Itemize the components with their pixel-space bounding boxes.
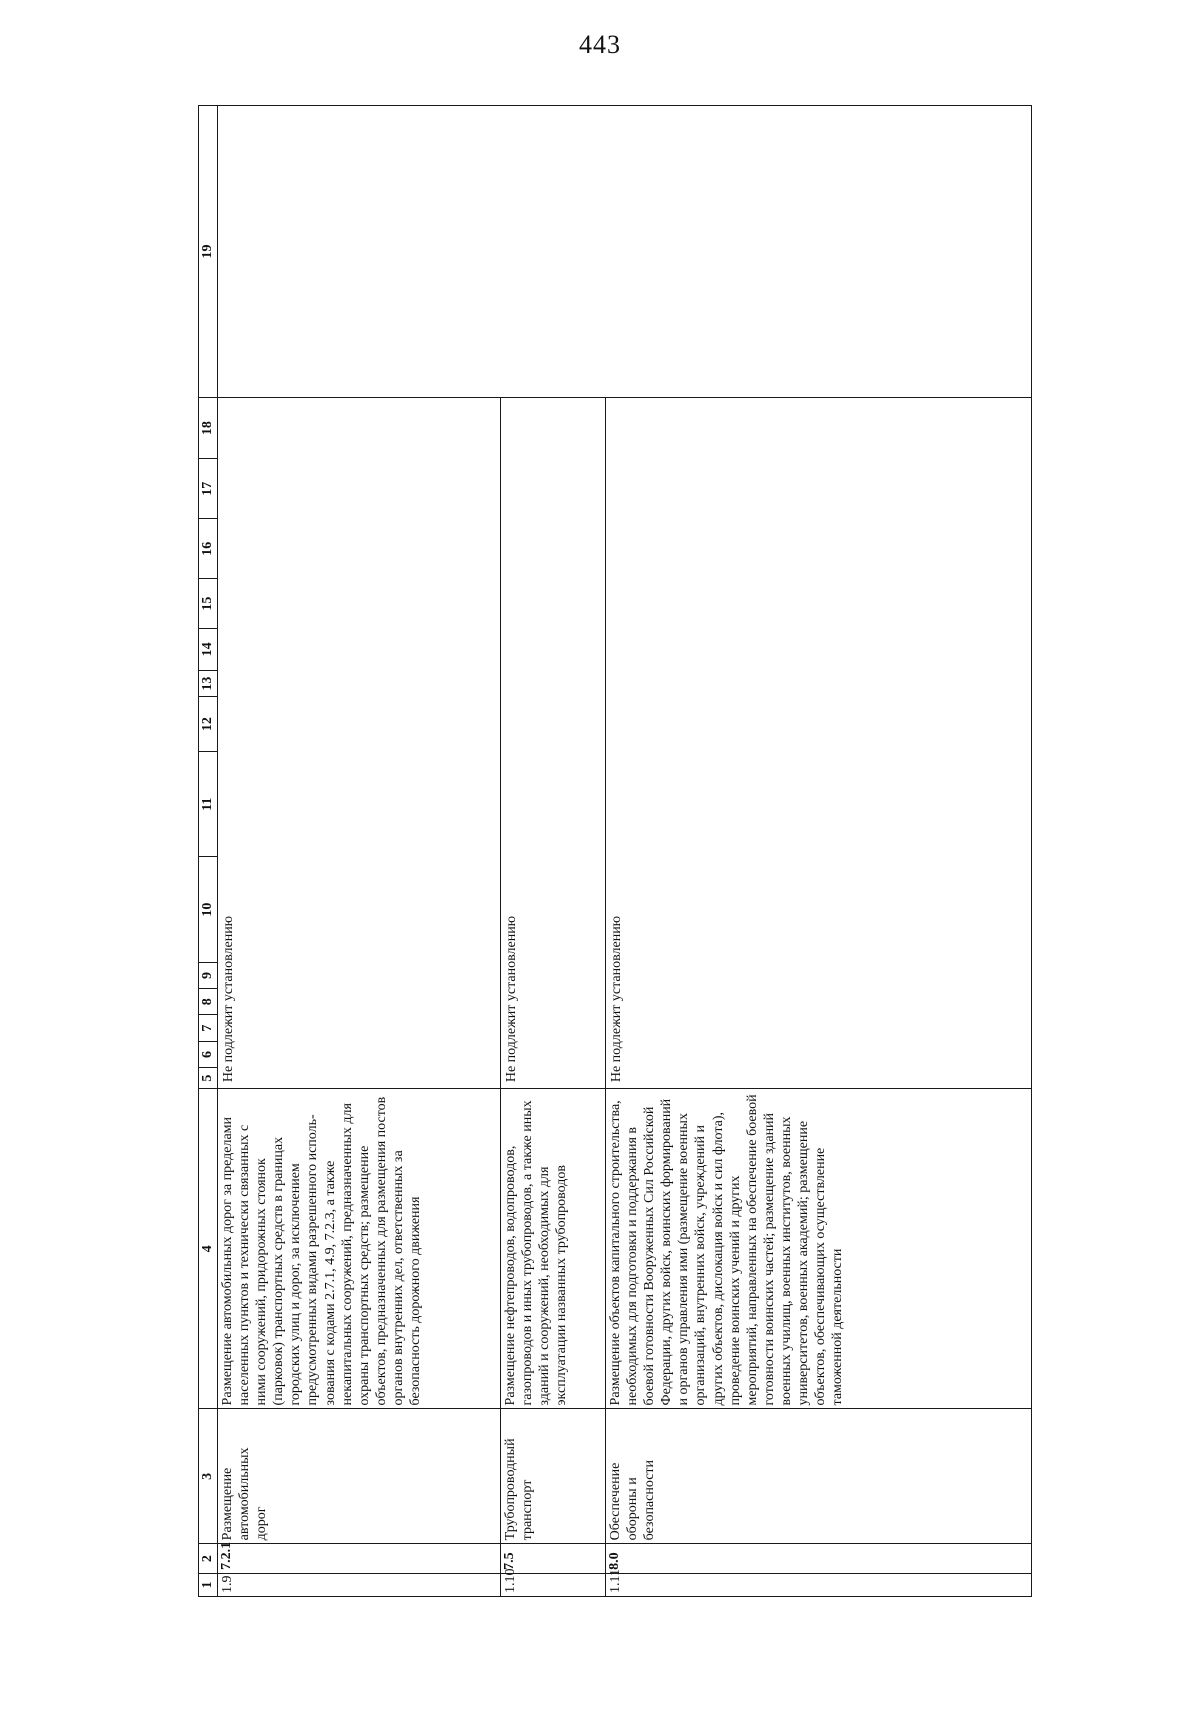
use-code: 7.2.1 — [218, 1544, 501, 1574]
use-description: Размещение нефтепроводов, водопроводов, газопроводов и иных трубопроводов, а также иных зданий и сооружений, необходимых для эксплуатации названных трубопроводов — [501, 1089, 606, 1409]
column-header: 5 — [199, 1068, 218, 1089]
zoning-regulations-table — [198, 105, 1032, 1597]
params-cell: Не подлежит установлению — [606, 398, 1032, 1089]
column-header: 1 — [199, 1573, 218, 1596]
column-header: 15 — [199, 579, 218, 629]
use-code: 8.0 — [606, 1544, 1032, 1574]
use-description: Размещение автомобильных дорог за пределами населенных пунктов и технически связанных с ними сооружений, придорожных стоянок (парковок) транспортных средств в границах городских улиц и дорог, за исключением предусмотренных видами разрешенного использования с кодами 2.7.1, 4.9, 7.2.3, а также некапитальных сооружений, предназначенных для охраны транспортных средств; размещение объектов, предназначенных для размещения постов органов внутренних дел, ответственных за безопасность дорожного движения — [218, 1089, 501, 1409]
rotated-table-wrapper — [198, 105, 1030, 1597]
use-name: Трубопроводный транспорт — [501, 1409, 606, 1544]
column-header: 17 — [199, 459, 218, 519]
row-number: 1.10 — [501, 1573, 606, 1596]
column-header: 7 — [199, 1015, 218, 1041]
column-header: 13 — [199, 670, 218, 696]
column-19-cell — [218, 106, 1032, 398]
column-header: 8 — [199, 989, 218, 1015]
use-name: Обеспечение обороны и безопасности — [606, 1409, 1032, 1544]
column-header: 4 — [199, 1089, 218, 1409]
column-header: 6 — [199, 1041, 218, 1067]
column-header: 18 — [199, 398, 218, 459]
params-cell: Не подлежит установлению — [501, 398, 606, 1089]
row-number: 1.9 — [218, 1573, 501, 1596]
use-description: Размещение объектов капитального строительства, необходимых для подготовки и поддержания в боевой готовности Вооруженных Сил Российской Федерации, других войск, воинских формирований и органов управления ими (размещение военных организаций, внутренних войск, учреждений и других объектов, дислокация войск и сил флота), проведение воинских учений и других мероприятий, направленных на обеспечение боевой готовности воинских частей; размещение зданий военных училищ, военных институтов, военных университетов, военных академий; размещение объектов, обеспечивающих осуществление таможенной деятельности — [606, 1089, 1032, 1409]
use-code: 7.5 — [501, 1544, 606, 1574]
column-header: 3 — [199, 1409, 218, 1544]
table-row — [218, 106, 501, 1597]
column-header: 16 — [199, 519, 218, 579]
column-header: 12 — [199, 697, 218, 752]
row-number: 1.11 — [606, 1573, 1032, 1596]
column-header: 10 — [199, 857, 218, 962]
column-header: 14 — [199, 628, 218, 670]
column-header: 11 — [199, 752, 218, 857]
column-header: 9 — [199, 962, 218, 988]
params-cell: Не подлежит установлению — [218, 398, 501, 1089]
page-number: 443 — [579, 30, 621, 59]
column-header: 19 — [199, 106, 218, 398]
header-row — [199, 106, 218, 1597]
use-name: Размещение автомобильных дорог — [218, 1409, 501, 1544]
column-header: 2 — [199, 1544, 218, 1574]
